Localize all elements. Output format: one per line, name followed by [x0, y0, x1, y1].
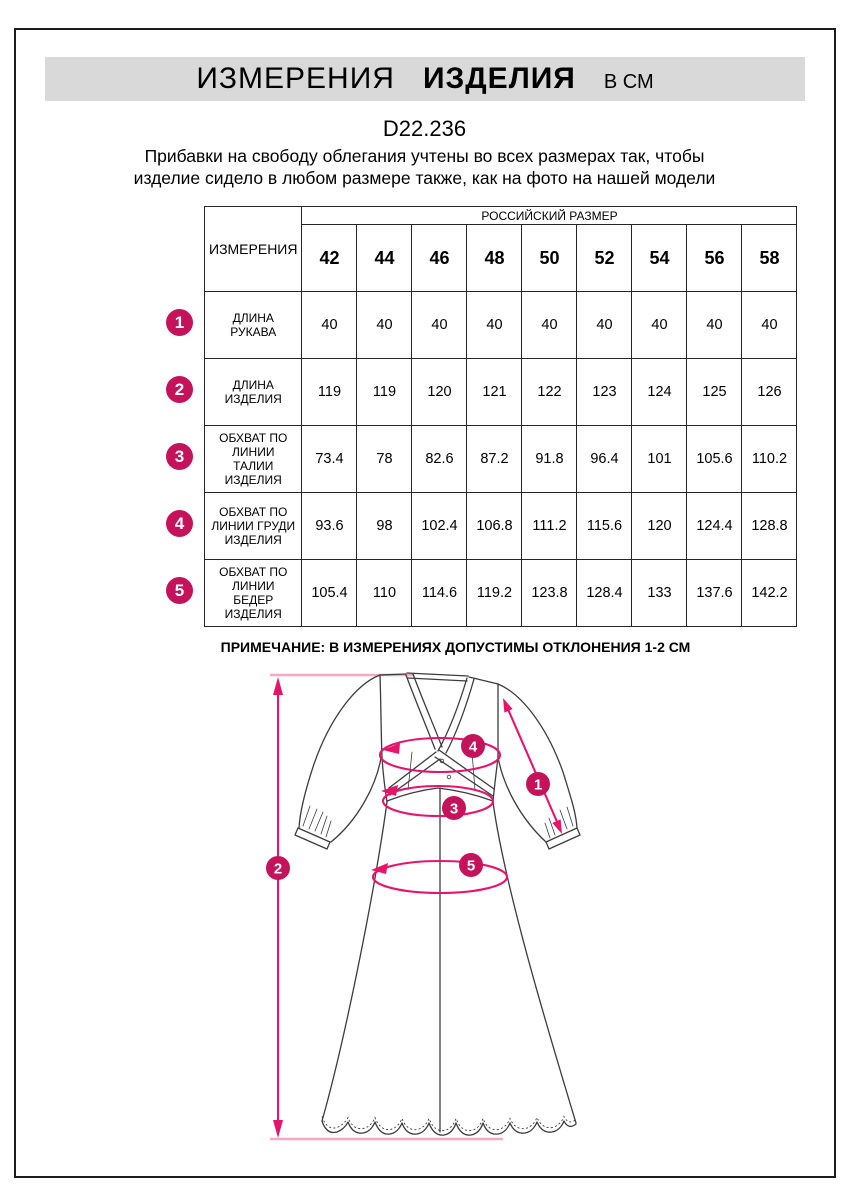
diagram-marker-2-num: 2 [273, 860, 283, 878]
value-cell: 119.2 [467, 560, 522, 627]
row-number-badge-3: 3 [166, 443, 193, 470]
value-cell: 121 [467, 359, 522, 426]
waist-ellipse [383, 786, 493, 816]
value-cell: 106.8 [467, 493, 522, 560]
value-cell: 122 [522, 359, 577, 426]
value-cell: 128.4 [577, 560, 632, 627]
value-cell: 128.8 [742, 493, 797, 560]
value-cell: 105.4 [302, 560, 357, 627]
title-band [45, 57, 805, 101]
table-row-chest-girth [205, 493, 797, 560]
value-cell: 124 [632, 359, 687, 426]
left-sleeve [295, 675, 381, 849]
measurement-annotations [273, 677, 562, 1138]
value-cell: 78 [357, 426, 412, 493]
wrap-v-neck [389, 674, 494, 796]
sleeve-arrow-line [507, 707, 558, 824]
value-cell: 124.4 [687, 493, 742, 560]
diagram-marker-1-num: 1 [533, 776, 543, 794]
row-number-badge-2: 2 [166, 376, 193, 403]
value-cell: 137.6 [687, 560, 742, 627]
diagram-marker-5 [459, 853, 483, 877]
value-cell: 98 [357, 493, 412, 560]
row-label: ДЛИНА ИЗДЕЛИЯ [205, 359, 302, 426]
measure-header-cell: ИЗМЕРЕНИЯ [205, 207, 302, 292]
row-number-badge-5: 5 [166, 577, 193, 604]
neckline-band [380, 673, 498, 684]
sleeve-arrowhead-top [503, 698, 513, 713]
title-word-measurements: ИЗМЕРЕНИЯ [196, 62, 395, 95]
fit-description-line1: Прибавки на свободу облегания учтены во всех размерах так, чтобы [144, 146, 705, 166]
value-cell: 91.8 [522, 426, 577, 493]
row-label: ОБХВАТ ПО ЛИНИИ ГРУДИ ИЗДЕЛИЯ [205, 493, 302, 560]
hip-ellipse-arrowhead [371, 863, 388, 874]
value-cell: 40 [742, 292, 797, 359]
value-cell: 73.4 [302, 426, 357, 493]
value-cell: 126 [742, 359, 797, 426]
value-cell: 111.2 [522, 493, 577, 560]
table-row-sleeve-length [205, 292, 797, 359]
diagram-marker-5-num: 5 [466, 857, 476, 875]
fit-description-line2: изделие сидело в любом размере также, как на фото на нашей модели [133, 168, 716, 188]
hem-ruffle [322, 1121, 576, 1135]
size-header-cell: 56 [687, 225, 742, 292]
table-row-garment-length [205, 359, 797, 426]
value-cell: 87.2 [467, 426, 522, 493]
value-cell: 40 [632, 292, 687, 359]
dress-sketch [295, 673, 580, 1135]
size-table [204, 206, 797, 627]
value-cell: 133 [632, 560, 687, 627]
value-cell: 82.6 [412, 426, 467, 493]
diagram-marker-3-num: 3 [449, 800, 459, 818]
size-header-cell: 48 [467, 225, 522, 292]
length-arrowhead-bottom [273, 1120, 283, 1138]
table-row-hip-girth [205, 560, 797, 627]
size-header-cell: 58 [742, 225, 797, 292]
value-cell: 40 [302, 292, 357, 359]
value-cell: 119 [302, 359, 357, 426]
size-header-cell: 42 [302, 225, 357, 292]
article-number: D22.236 [382, 116, 467, 141]
value-cell: 93.6 [302, 493, 357, 560]
size-header-cell: 50 [522, 225, 577, 292]
value-cell: 101 [632, 426, 687, 493]
row-number-badge-1: 1 [166, 309, 193, 336]
value-cell: 119 [357, 359, 412, 426]
value-cell: 96.4 [577, 426, 632, 493]
value-cell: 105.6 [687, 426, 742, 493]
value-cell: 110 [357, 560, 412, 627]
size-header-cell: 46 [412, 225, 467, 292]
diagram-marker-3 [442, 796, 466, 820]
bodice-right-side [493, 684, 498, 802]
diagram-marker-4 [461, 734, 485, 758]
diagram-marker-1 [526, 772, 550, 796]
value-cell: 125 [687, 359, 742, 426]
size-header-cell: 52 [577, 225, 632, 292]
row-label: ОБХВАТ ПО ЛИНИИ БЕДЕР ИЗДЕЛИЯ [205, 560, 302, 627]
title-unit-cm: В СМ [603, 71, 654, 93]
row-label: ДЛИНА РУКАВА [205, 292, 302, 359]
size-group-header-cell: РОССИЙСКИЙ РАЗМЕР [302, 207, 797, 225]
value-cell: 40 [412, 292, 467, 359]
title-word-product: ИЗДЕЛИЯ [422, 62, 576, 95]
value-cell: 40 [687, 292, 742, 359]
diagram-marker-2 [266, 856, 290, 880]
table-row-waist-girth [205, 426, 797, 493]
value-cell: 115.6 [577, 493, 632, 560]
value-cell: 40 [577, 292, 632, 359]
size-header-cell: 54 [632, 225, 687, 292]
value-cell: 40 [467, 292, 522, 359]
skirt-right-side [493, 802, 576, 1123]
size-header-cell: 44 [357, 225, 412, 292]
skirt-left-side [322, 802, 387, 1121]
row-number-badge-4: 4 [166, 510, 193, 537]
value-cell: 120 [412, 359, 467, 426]
value-cell: 40 [522, 292, 577, 359]
row-label: ОБХВАТ ПО ЛИНИИ ТАЛИИ ИЗДЕЛИЯ [205, 426, 302, 493]
garment-measurement-diagram [250, 660, 610, 1160]
length-arrowhead-top [273, 677, 283, 695]
fit-description [0, 145, 849, 189]
value-cell: 110.2 [742, 426, 797, 493]
value-cell: 102.4 [412, 493, 467, 560]
value-cell: 123.8 [522, 560, 577, 627]
value-cell: 114.6 [412, 560, 467, 627]
value-cell: 120 [632, 493, 687, 560]
value-cell: 40 [357, 292, 412, 359]
value-cell: 123 [577, 359, 632, 426]
value-cell: 142.2 [742, 560, 797, 627]
tolerance-note: ПРИМЕЧАНИЕ: В ИЗМЕРЕНИЯХ ДОПУСТИМЫ ОТКЛОНЕНИЯ 1-2 СМ [220, 639, 691, 655]
bodice-left-side [380, 675, 387, 802]
diagram-marker-4-num: 4 [468, 738, 478, 756]
